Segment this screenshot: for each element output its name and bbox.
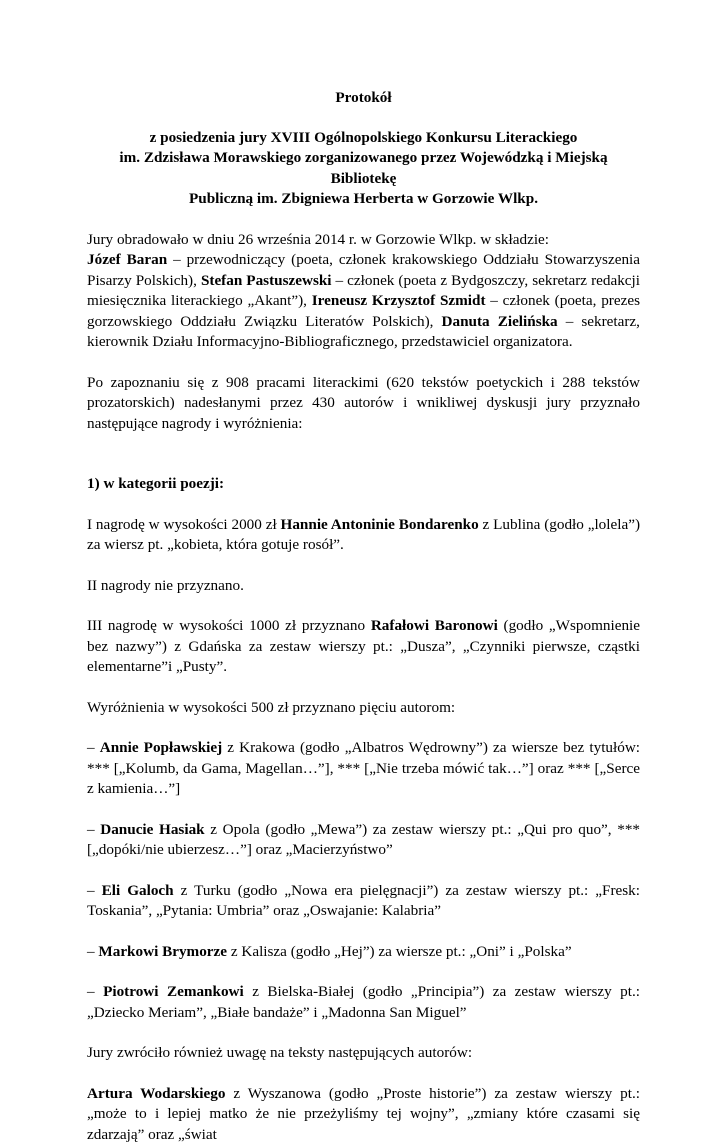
dash: – xyxy=(87,821,100,838)
dash: – xyxy=(87,943,98,960)
first-prize xyxy=(87,515,640,556)
distinctions-intro: Wyróżnienia w wysokości 500 zł przyznano pięciu autorom: xyxy=(87,698,640,719)
distinction-name: Piotrowi Zemankowi xyxy=(103,983,244,1000)
prize-text: I nagrodę w wysokości 2000 zł xyxy=(87,516,281,533)
summary-paragraph: Po zapoznaniu się z 908 pracami literackimi (620 tekstów poetyckich i 288 tekstów prozatorskich) nadesłanymi przez 430 autorów i wnikliwej dyskusji jury przyznało następujące nagrody i wyróżnienia: xyxy=(87,373,640,435)
jury-member-desc: – członek (poeta z Bydgoszczy, sekretarz redakcji miesięcznika literackiego „Akant”), xyxy=(87,272,640,310)
prize-text: (godło „Wspomnienie bez nazwy”) z Gdańska za zestaw wierszy pt.: „Dusza”, „Czynniki pierwsze, cząstki elementarne”i „Pusty”. xyxy=(87,617,640,675)
distinction-text: z Opola (godło „Mewa”) za zestaw wierszy pt.: „Qui pro quo”, *** [„dopóki/nie ubierzesz…”] oraz „Macierzyństwo” xyxy=(87,821,640,859)
prize-text: z Lublina (godło „lolela”) za wiersz pt. „kobieta, która gotuje rosół”. xyxy=(87,516,640,554)
jury-member-name: Ireneusz Krzysztof Szmidt xyxy=(312,292,486,309)
distinction-name: Eli Galoch xyxy=(102,882,174,899)
jury-member-desc: – członek (poeta, prezes gorzowskiego Oddziału Związku Literatów Polskich), xyxy=(87,292,640,330)
subtitle-line: Publiczną im. Zbigniewa Herberta w Gorzowie Wlkp. xyxy=(87,189,640,210)
jury-intro: Jury obradowało w dniu 26 września 2014 r. w Gorzowie Wlkp. w składzie: xyxy=(87,230,640,251)
jury-member-desc: – sekretarz, kierownik Działu Informacyjno-Bibliograficznego, przedstawiciel organizatora. xyxy=(87,313,640,351)
attention-item xyxy=(87,1084,640,1145)
second-prize: II nagrody nie przyznano. xyxy=(87,576,640,597)
distinction-text: z Kalisza (godło „Hej”) za wiersze pt.: „Oni” i „Polska” xyxy=(227,943,572,960)
jury-member-name: Danuta Zielińska xyxy=(442,313,558,330)
subtitle-line: z posiedzenia jury XVIII Ogólnopolskiego Konkursu Literackiego xyxy=(87,128,640,149)
prize-text: III nagrodę w wysokości 1000 zł przyznano xyxy=(87,617,371,634)
distinction-text: z Bielska-Białej (godło „Principia”) za zestaw wierszy pt.: „Dziecko Meriam”, „Białe bandaże” i „Madonna San Miguel” xyxy=(87,983,640,1021)
distinction-name: Markowi Brymorze xyxy=(98,943,227,960)
jury-member-desc: – przewodniczący (poeta, członek krakowskiego Oddziału Stowarzyszenia Pisarzy Polskich), xyxy=(87,251,640,289)
attention-text: z Wyszanowa (godło „Proste historie”) za zestaw wierszy pt.: „może to i lepiej matko że nie przeżyliśmy tej wojny”, „zmiany które czasami się zdarzają” oraz „świat xyxy=(87,1085,640,1143)
distinction-item xyxy=(87,738,640,800)
dash: – xyxy=(87,739,100,756)
jury-member-name: Józef Baran xyxy=(87,251,167,268)
jury-members xyxy=(87,250,640,353)
document-title: Protokół xyxy=(87,88,640,109)
attention-intro: Jury zwróciło również uwagę na teksty następujących autorów: xyxy=(87,1043,640,1064)
distinction-item xyxy=(87,942,640,963)
dash: – xyxy=(87,983,103,1000)
distinction-item xyxy=(87,982,640,1023)
attention-name: Artura Wodarskiego xyxy=(87,1085,225,1102)
distinction-name: Annie Popławskiej xyxy=(100,739,222,756)
subtitle-line: im. Zdzisława Morawskiego zorganizowanego przez Wojewódzką i Miejską Bibliotekę xyxy=(87,148,640,189)
document-subtitle xyxy=(87,128,640,210)
third-prize xyxy=(87,616,640,678)
dash: – xyxy=(87,882,102,899)
section-heading-poetry: 1) w kategorii poezji: xyxy=(87,474,640,495)
prize-winner-name: Hannie Antoninie Bondarenko xyxy=(281,516,479,533)
distinction-text: z Krakowa (godło „Albatros Wędrowny”) za wiersze bez tytułów: *** [„Kolumb, da Gama, Magellan…”], *** [„Nie trzeba mówić tak…”] oraz *** [„Serce z kamienia…”] xyxy=(87,739,640,797)
distinction-item xyxy=(87,820,640,861)
distinction-item xyxy=(87,881,640,922)
jury-member-name: Stefan Pastuszewski xyxy=(201,272,332,289)
distinction-text: z Turku (godło „Nowa era pielęgnacji”) za zestaw wierszy pt.: „Fresk: Toskania”, „Pytania: Umbria” oraz „Oswajanie: Kalabria” xyxy=(87,882,640,920)
distinction-name: Danucie Hasiak xyxy=(100,821,204,838)
prize-winner-name: Rafałowi Baronowi xyxy=(371,617,498,634)
